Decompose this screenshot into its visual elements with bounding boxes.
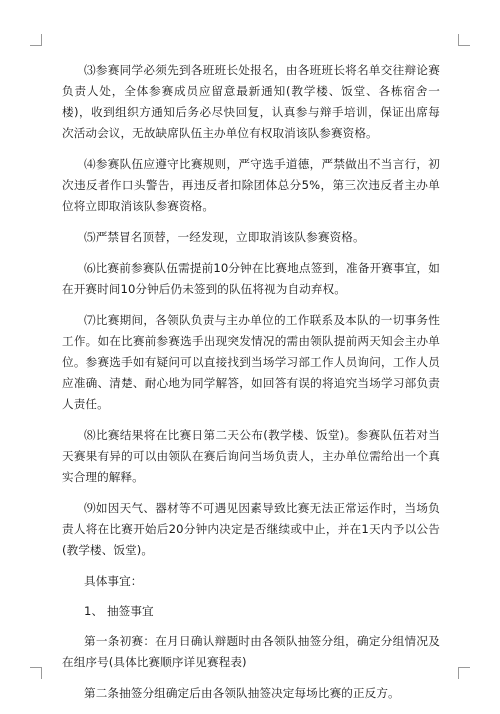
crop-mark-top-left [30,34,42,46]
paragraph-rule-5: ⑸严禁冒名顶替，一经发现，立即取消该队参赛资格。 [84,230,365,244]
paragraph-article-2: 第二条抽签分组确定后由各领队抽签决定每场比赛的正反方。 [84,686,400,700]
crop-mark-top-right [458,34,470,46]
crop-mark-bottom-left [30,667,42,679]
paragraph-rule-7: ⑺比赛期间，各领队负责与主办单位的工作联系及本队的一切事务性工作。如在比赛前参赛选手出现突发情况的需由领队提前两天知会主办单位。参赛选手如有疑问可以直接找到当场学习部工作人员询问，工作人员应准确、清楚、耐心地为同学解答，如回答有误的将追究当场学习部负责人责任。 [62,313,440,411]
crop-mark-bottom-right [458,667,470,679]
paragraph-rule-6: ⑹比赛前参赛队伍需提前10分钟在比赛地点签到，准备开赛事宜，如在开赛时间10分钟后仍未签到的队伍将视为自动弃权。 [62,261,440,296]
section-heading-details: 具体事宜： [84,574,143,588]
paragraph-rule-9: ⑼如因天气、器材等不可遇见因素导致比赛无法正常运作时，当场负责人将在比赛开始后20分钟内决定是否继续或中止，并在1天内予以公告(教学楼、饭堂)。 [62,501,440,557]
subheading-draw-matters: 1、 抽签事宜 [84,604,154,618]
paragraph-article-1: 第一条初赛：在月日确认辩题时由各领队抽签分组，确定分组情况及在组序号(具体比赛顺序详见赛程表) [62,634,440,669]
paragraph-rule-8: ⑻比赛结果将在比赛日第二天公布(教学楼、饭堂)。参赛队伍若对当天赛果有异的可以由领队在赛后询问当场负责人，主办单位需给出一个真实合理的解释。 [62,428,440,484]
document-body [62,60,440,714]
paragraph-rule-4: ⑷参赛队伍应遵守比赛规则，严守选手道德，严禁做出不当言行，初次违反者作口头警告，再违反者扣除团体总分5%，第三次违反者主办单位将立即取消该队参赛资格。 [62,157,440,213]
paragraph-rule-3: ⑶参赛同学必须先到各班班长处报名，由各班班长将名单交往辩论赛负责人处，全体参赛成员应留意最新通知(教学楼、饭堂、各栋宿舍一楼)，收到组织方通知后务必尽快回复，认真参与辩手培训，保证出席每次活动会议，无故缺席队伍主办单位有权取消该队参赛资格。 [62,63,440,140]
